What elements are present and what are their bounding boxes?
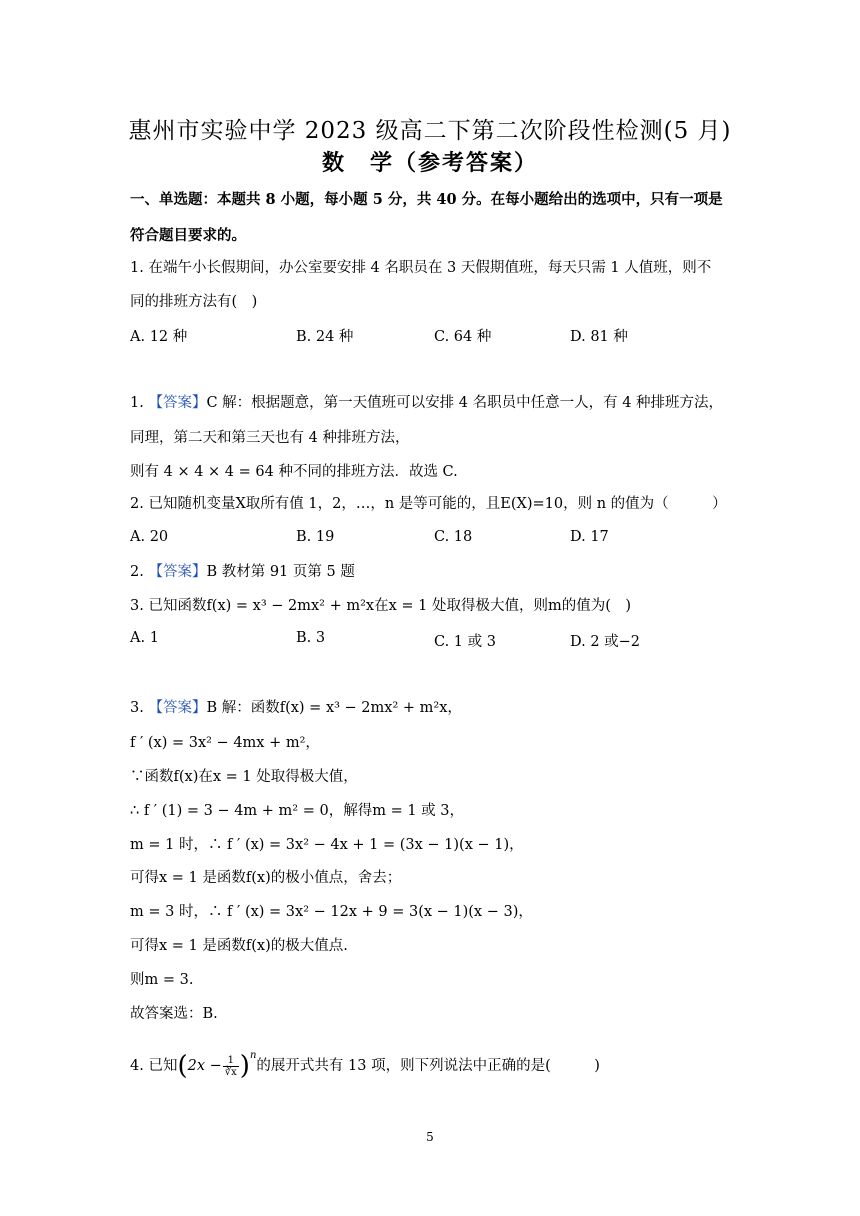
q4-paren-open: ( bbox=[177, 1051, 188, 1081]
q3-answer-text: B 解：函数f(x) = x³ − 2mx² + m²x， bbox=[206, 700, 462, 716]
q1-answer-tag: 【答案】 bbox=[148, 395, 207, 411]
q2-stem: 2. 已知随机变量X取所有值 1，2，…，n 是等可能的，且E(X)=10，则 n 的值为（ ） bbox=[130, 496, 727, 512]
q2-option-b: B. 19 bbox=[296, 529, 335, 545]
q1-option-a: A. 12 种 bbox=[130, 329, 188, 345]
section-heading-line2: 符合题目要求的。 bbox=[130, 227, 246, 244]
q4-exponent: n bbox=[249, 1050, 257, 1061]
q2-answer-text: B 教材第 91 页第 5 题 bbox=[206, 564, 355, 580]
section-heading-line1: 一、单选题：本题共 8 小题，每小题 5 分，共 40 分。在每小题给出的选项中，只有一项是 bbox=[130, 191, 723, 208]
q4-expression: 2x − bbox=[187, 1058, 222, 1074]
q3-solution-line: 可得x = 1 是函数f(x)的极大值点. bbox=[130, 938, 348, 954]
q3-solution-line: m = 1 时，∴ f ′ (x) = 3x² − 4x + 1 = (3x − 1)(x − 1)， bbox=[130, 837, 524, 853]
q1-option-b: B. 24 种 bbox=[296, 329, 354, 345]
q3-solution-line: ∵函数f(x)在x = 1 处取得极大值， bbox=[130, 769, 358, 785]
q3-answer-tag: 【答案】 bbox=[148, 700, 207, 716]
document-title: 惠州市实验中学 2023 级高二下第二次阶段性检测(5 月) bbox=[128, 118, 732, 144]
q1-answer-text: C 解：根据题意，第一天值班可以安排 4 名职员中任意一人，有 4 种排班方法， bbox=[206, 395, 724, 411]
q3-solution-line: 则m = 3. bbox=[130, 972, 194, 988]
q1-option-c: C. 64 种 bbox=[434, 329, 492, 345]
q3-solution-line: f ′ (x) = 3x² − 4mx + m²， bbox=[130, 735, 320, 751]
q4-suffix: 的展开式共有 13 项，则下列说法中正确的是( ) bbox=[256, 1058, 600, 1074]
q3-option-c: C. 1 或 3 bbox=[434, 634, 496, 650]
document-subtitle: 数 学（参考答案） bbox=[321, 150, 538, 176]
q3-solution-line: 可得x = 1 是函数f(x)的极小值点，舍去； bbox=[130, 870, 402, 886]
q2-answer-number: 2. bbox=[130, 564, 149, 580]
q1-answer-line2: 同理，第二天和第三天也有 4 种排班方法， bbox=[130, 430, 410, 446]
q2-answer bbox=[130, 562, 355, 582]
q1-answer-line1 bbox=[130, 393, 723, 413]
q1-answer-number: 1. bbox=[130, 395, 149, 411]
q4-stem bbox=[130, 1040, 600, 1082]
q2-answer-tag: 【答案】 bbox=[148, 564, 207, 580]
q4-paren-close: ) bbox=[239, 1051, 250, 1081]
q2-option-d: D. 17 bbox=[570, 529, 609, 545]
q4-prefix: 4. 已知 bbox=[130, 1058, 178, 1074]
q3-option-d: D. 2 或−2 bbox=[570, 634, 641, 650]
q3-solution-line: ∴ f ′ (1) = 3 − 4m + m² = 0，解得m = 1 或 3， bbox=[130, 803, 464, 819]
q1-stem-line1: 1. 在端午小长假期间，办公室要安排 4 名职员在 3 天假期值班，每天只需 1 人值班，则不 bbox=[130, 260, 712, 276]
q3-option-a: A. 1 bbox=[130, 630, 159, 646]
q4-fraction bbox=[223, 1055, 239, 1078]
page-number: 5 bbox=[426, 1130, 434, 1144]
q1-answer-line3: 则有 4 × 4 × 4 = 64 种不同的排班方法．故选 C. bbox=[130, 464, 458, 480]
q3-solution-line: m = 3 时，∴ f ′ (x) = 3x² − 12x + 9 = 3(x − 1)(x − 3)， bbox=[130, 904, 533, 920]
q3-solution-line: 故答案选：B. bbox=[130, 1006, 218, 1022]
q4-fraction-denominator: ∛x bbox=[224, 1066, 237, 1078]
q3-option-b: B. 3 bbox=[296, 630, 326, 646]
q1-option-d: D. 81 种 bbox=[570, 329, 628, 345]
q4-fraction-numerator: 1 bbox=[223, 1055, 239, 1067]
q2-option-a: A. 20 bbox=[130, 529, 169, 545]
q3-answer-number: 3. bbox=[130, 700, 149, 716]
q1-stem-line2: 同的排班方法有( ) bbox=[130, 294, 258, 310]
q3-answer-line1 bbox=[130, 698, 462, 718]
q2-option-c: C. 18 bbox=[434, 529, 473, 545]
q3-stem: 3. 已知函数f(x) = x³ − 2mx² + m²x在x = 1 处取得极大值，则m的值为( ) bbox=[130, 598, 632, 614]
